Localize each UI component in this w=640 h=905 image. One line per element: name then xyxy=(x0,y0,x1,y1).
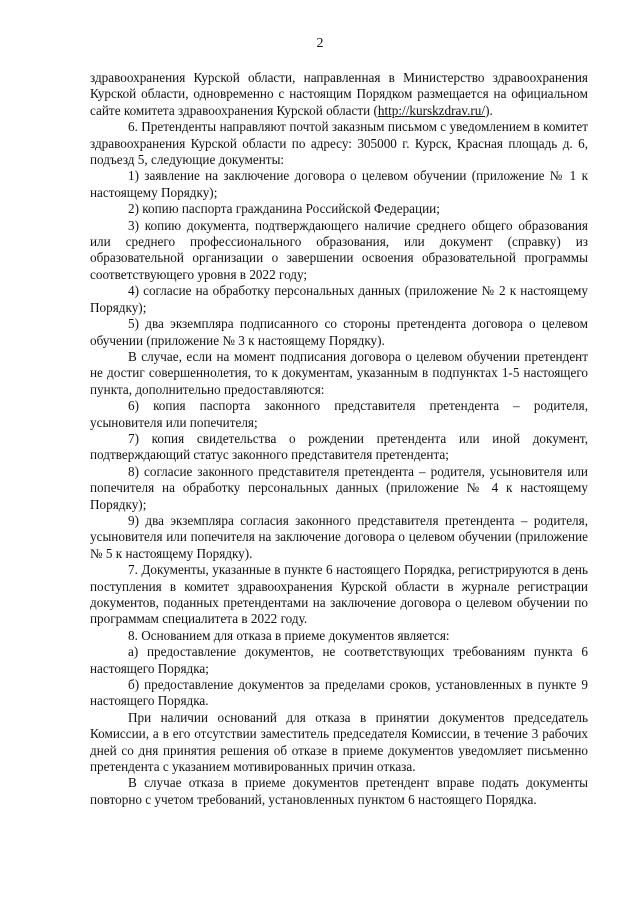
paragraph-item-8: 8. Основанием для отказа в приеме документов является: xyxy=(128,627,450,643)
paragraph-item-8b: б) предоставление документов за пределами сроков, установленных в пункте 9 настоящего Порядка. xyxy=(90,677,588,709)
paragraph-subitem-2: 2) копию паспорта гражданина Российской Федерации; xyxy=(128,201,440,217)
paragraph-resubmission: В случае отказа в приеме документов претендент вправе подать документы повторно с учетом требований, установленных пунктом 6 настоящего Порядка. xyxy=(90,775,588,807)
paragraph-intro-text: здравоохранения Курской области, направленная в Министерство здравоохранения Курской области, одновременно с настоящим Порядком размещается на официальном сайте комитета здравоохранения Курской области ( xyxy=(90,70,588,118)
paragraph-intro xyxy=(90,70,588,119)
page-number: 2 xyxy=(316,36,324,51)
paragraph-subitem-7: 7) копия свидетельства о рождении претендента или иной документ, подтверждающий статус законного представителя претендента; xyxy=(90,430,588,463)
paragraph-minor-case: В случае, если на момент подписания договора о целевом обучении претендент не достиг совершеннолетия, то к документам, указанным в подпунктах 1-5 настоящего пункта, дополнительно предоставляются: xyxy=(90,348,588,397)
paragraph-item-6: 6. Претенденты направляют почтой заказным письмом с уведомлением в комитет здравоохранения Курской области по адресу: 305000 г. Курск, Красная площадь д. 6, подъезд 5, следующие документы: xyxy=(90,119,588,168)
paragraph-item-8a: а) предоставление документов, не соответствующих требованиям пункта 6 настоящего Порядка; xyxy=(90,644,588,676)
paragraph-refusal-notice: При наличии оснований для отказа в принятии документов председатель Комиссии, а в его отсутствии заместитель председателя Комиссии, в течение 3 рабочих дней со дня принятия решения об отказе в приеме документов уведомляет письменно претендента с указанием мотивированных причин отказа. xyxy=(90,709,588,775)
paragraph-subitem-3: 3) копию документа, подтверждающего наличие среднего общего образования или среднего профессионального образования, или документ (справку) из образовательной организации о завершении освоения образовательной программы соответствующего уровня в 2022 году; xyxy=(90,217,588,282)
paragraph-subitem-6: 6) копия паспорта законного представителя претендента – родителя, усыновителя или попечителя; xyxy=(90,398,588,430)
paragraph-item-7: 7. Документы, указанные в пункте 6 настоящего Порядка, регистрируются в день поступления в комитет здравоохранения Курской области в журнале регистрации документов, поданных претендентами на заключение договора о целевом обучении по программам специалитета в 2022 году. xyxy=(90,562,588,627)
paragraph-subitem-9: 9) два экземпляра согласия законного представителя претендента – родителя, усыновителя или попечителя на заключение договора о целевом обучении (приложение № 5 к настоящему Порядку). xyxy=(90,512,588,561)
paragraph-subitem-8: 8) согласие законного представителя претендента – родителя, усыновителя или попечителя на обработку персональных данных (приложение № 4 к настоящему Порядку); xyxy=(90,463,588,512)
paragraph-subitem-1: 1) заявление на заключение договора о целевом обучении (приложение № 1 к настоящему Порядку); xyxy=(90,168,588,200)
paragraph-intro-end: ). xyxy=(485,102,493,118)
paragraph-subitem-4: 4) согласие на обработку персональных данных (приложение № 2 к настоящему Порядку); xyxy=(90,283,588,315)
website-link[interactable]: http://kurskzdrav.ru/ xyxy=(377,102,486,118)
paragraph-subitem-5: 5) два экземпляра подписанного со стороны претендента договора о целевом обучении (приложение № 3 к настоящему Порядку). xyxy=(90,316,588,348)
document-body xyxy=(90,70,588,808)
